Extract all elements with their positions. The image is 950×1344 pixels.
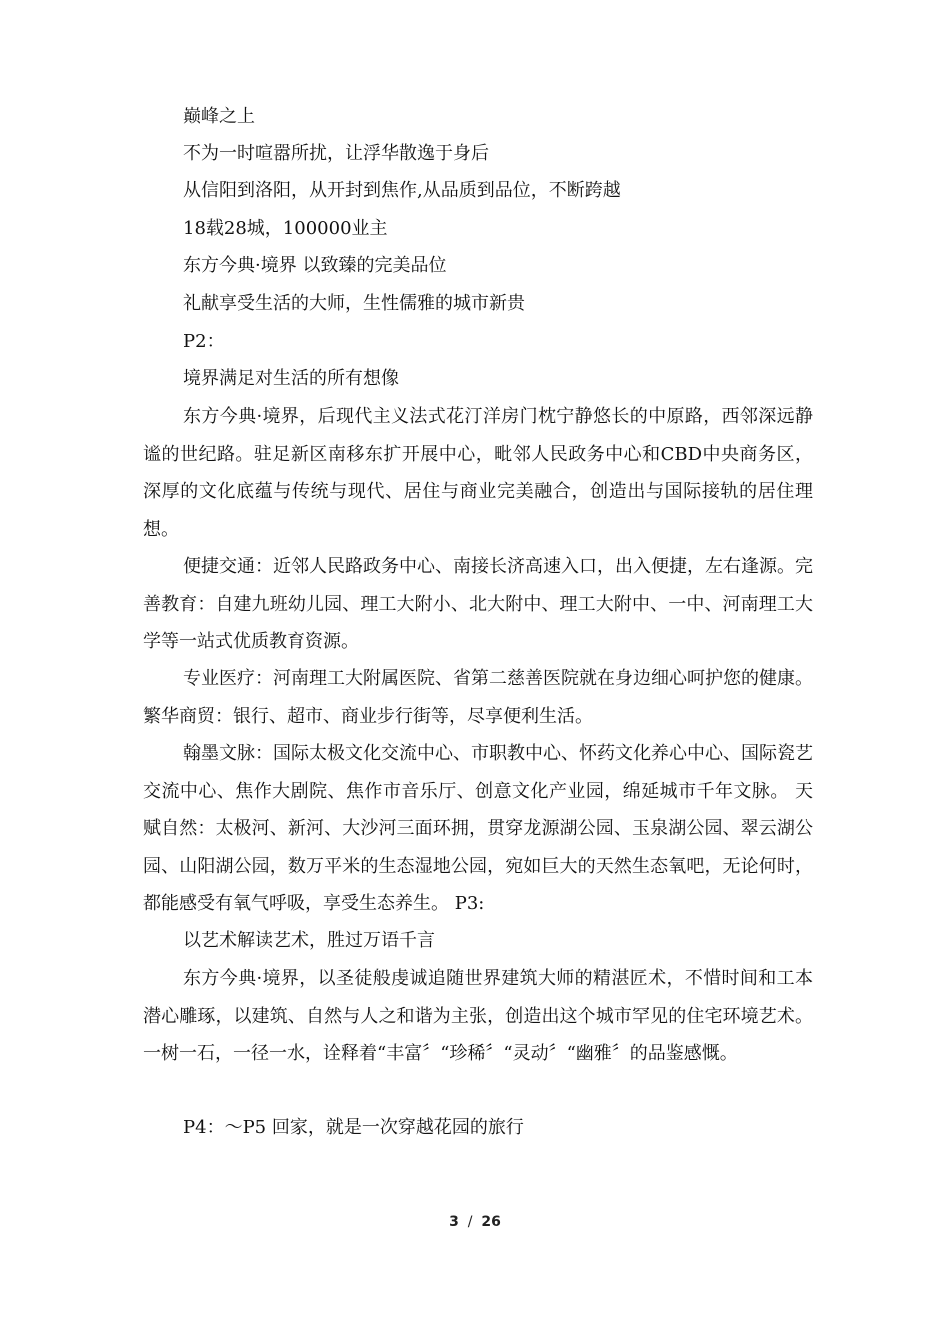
paragraph-transport-education: 便捷交通：近邻人民路政务中心、南接长济高速入口，出入便捷，左右逢源。完善教育：自建九班幼儿园、理工大附小、北大附中、理工大附中、一中、河南理工大学等一站式优质教育资源。 [143, 556, 813, 652]
art-heading: 以艺术解读艺术，胜过万语千言 [183, 930, 435, 951]
page-current: 3 [449, 1214, 459, 1230]
paragraph-medical-commerce: 专业医疗：河南理工大附属医院、省第二慈善医院就在身边细心呵护您的健康。 繁华商贸：银行、超市、商业步行街等，尽享便利生活。 [143, 668, 813, 727]
section-label-p2: P2： [183, 331, 225, 352]
section-heading: 境界满足对生活的所有想像 [183, 368, 399, 389]
paragraph-intro: 东方今典·境界，后现代主义法式花汀洋房门枕宁静悠长的中原路，西邻深远静谧的世纪路。驻足新区南移东扩开展中心，毗邻人民政务中心和CBD中央商务区，深厚的文化底蕴与传统与现代、居住与商业完美融合，创造出与国际接轨的居住理想。 [143, 406, 813, 540]
text-line-1: 巅峰之上 [183, 106, 255, 127]
paragraph-culture-nature: 翰墨文脉：国际太极文化交流中心、市职教中心、怀药文化养心中心、国际瓷艺交流中心、焦作大剧院、焦作市音乐厅、创意文化产业园，绵延城市千年文脉。 天赋自然：太极河、新河、大沙河三面环拥，贯穿龙源湖公园、玉泉湖公园、翠云湖公园、山阳湖公园，数万平米的生态湿地公园，宛如巨大的天然生态氧吧，无论何时，都能感受有氧气呼吸，享受生态养生。 P3: [143, 743, 813, 914]
text-line-4: 18载28城，100000业主 [183, 218, 388, 239]
text-line-2: 不为一时喧嚣所扰，让浮华散逸于身后 [183, 143, 489, 164]
text-line-5: 东方今典·境界 以致臻的完美品位 [183, 255, 447, 276]
page-number [0, 1214, 950, 1230]
section-label-p4-p5: P4：～P5 回家，就是一次穿越花园的旅行 [183, 1117, 524, 1138]
page-separator: / [467, 1214, 473, 1230]
text-line-6: 礼献享受生活的大师，生性儒雅的城市新贵 [183, 293, 525, 314]
page-total: 26 [481, 1214, 501, 1230]
paragraph-art: 东方今典·境界，以圣徒般虔诚追随世界建筑大师的精湛匠术，不惜时间和工本潜心雕琢，以建筑、自然与人之和谐为主张，创造出这个城市罕见的住宅环境艺术。一树一石，一径一水，诠释着“丰富〞“珍稀〞“灵动〞“幽雅〞的品鉴感慨。 [143, 968, 813, 1064]
text-line-3: 从信阳到洛阳，从开封到焦作,从品质到品位，不断跨越 [183, 180, 621, 201]
